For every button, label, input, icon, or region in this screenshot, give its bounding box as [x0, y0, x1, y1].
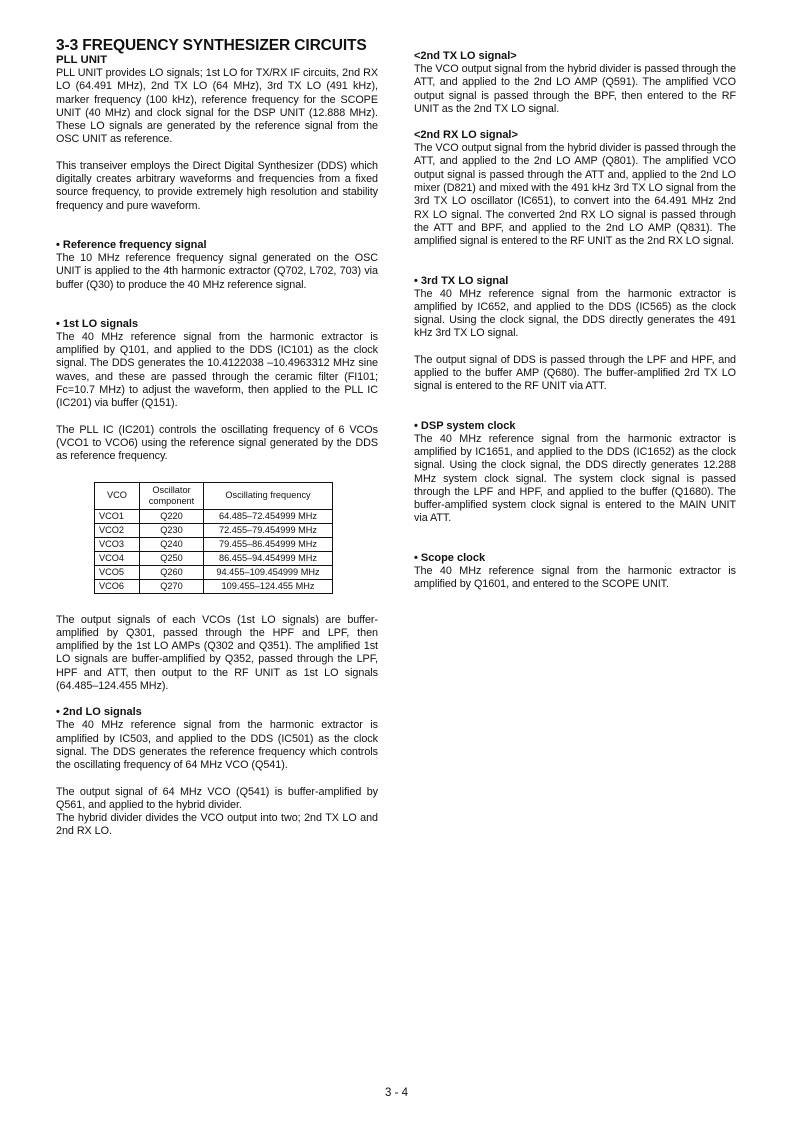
frequency-cell: 94.455–109.454999 MHz	[204, 565, 333, 579]
section-title: 3-3 FREQUENCY SYNTHESIZER CIRCUITS	[56, 37, 367, 54]
table-row	[95, 523, 333, 537]
vco-cell: VCO4	[95, 551, 140, 565]
second-tx-lo-paragraph: The VCO output signal from the hybrid divider is passed through the ATT, and applied to the 2nd LO AMP (Q591). The amplified VCO output signal is passed through the BPF, then entered to the RF UNIT as the 2nd TX LO signal.	[414, 63, 736, 115]
oscillator-cell: Q260	[140, 565, 204, 579]
vco-cell: VCO5	[95, 565, 140, 579]
table-row	[95, 537, 333, 551]
intro-paragraph: PLL UNIT provides LO signals; 1st LO for TX/RX IF circuits, 2nd RX LO (64.491 MHz), 2nd TX LO (64 MHz), 3rd TX LO (491 kHz), marker frequency (100 kHz), reference frequency for the SCOPE UNIT (40 MHz) and clock signal for the DSP UNIT (12.888 MHz). These LO signals are generated by the reference signal from the OSC UNIT as reference.	[56, 67, 378, 146]
frequency-cell: 86.455–94.454999 MHz	[204, 551, 333, 565]
unit-title: PLL UNIT	[56, 54, 108, 66]
vco-cell: VCO2	[95, 523, 140, 537]
first-lo-paragraph-1: The 40 MHz reference signal from the harmonic extractor is amplified by Q101, and applied to the DDS (IC101) as the clock signal. The DDS generates the 10.4122038 –10.4963312 MHz sine waves, and these are passed through the ceramic filter (FI101; Fc=10.7 MHz) to adjust the waveform, then applied to the PLL IC (IC201) via buffer (Q151).	[56, 330, 378, 410]
third-tx-lo-paragraph-1: The 40 MHz reference signal from the harmonic extractor is amplified by IC652, and applied to the DDS (IC565) as the clock signal. Using the clock signal, the DDS directly generates the 491 kHz 3rd TX LO signal.	[414, 287, 736, 340]
second-tx-lo-heading: <2nd TX LO signal>	[414, 50, 517, 62]
second-rx-lo-heading: <2nd RX LO signal>	[414, 129, 518, 142]
vco-table-header	[95, 482, 333, 509]
oscillator-cell: Q270	[140, 579, 204, 593]
oscillator-cell: Q240	[140, 537, 204, 551]
scope-clock-paragraph: The 40 MHz reference signal from the harmonic extractor is amplified by Q1601, and entered to the SCOPE UNIT.	[414, 564, 736, 591]
second-lo-heading: • 2nd LO signals	[56, 706, 142, 719]
reference-frequency-paragraph: The 10 MHz reference frequency signal generated on the OSC UNIT is applied to the 4th harmonic extractor (Q702, L702, 703) via buffer (Q30) to produce the 40 MHz reference signal.	[56, 251, 378, 291]
frequency-cell: 64.485–72.454999 MHz	[204, 509, 333, 523]
second-rx-lo-paragraph: The VCO output signal from the hybrid divider is passed through the ATT, and applied to the 2nd LO AMP (Q801). The amplified VCO output signal is passed through the ATT and, applied to the 2nd LO mixer (D821) and mixed with the 491 kHz 3rd TX LO signal from the 3rd TX LO oscillator (IC651), to convert into the 64.491 MHz 2nd RX LO signal. The converted 2nd RX LO signal is passed through the ATT and BPF, and applied to the 2nd LO AMP (Q831). The amplified signal is entered to the RF UNIT as the 2nd RX LO signal.	[414, 142, 736, 248]
right-column	[414, 50, 736, 591]
oscillator-cell: Q250	[140, 551, 204, 565]
first-lo-heading: • 1st LO signals	[56, 317, 139, 330]
first-lo-paragraph-2: The PLL IC (IC201) controls the oscillating frequency of 6 VCOs (VCO1 to VCO6) using the reference signal generated by the DDS as reference frequency.	[56, 423, 378, 463]
frequency-cell: 72.455–79.454999 MHz	[204, 523, 333, 537]
oscillator-cell: Q220	[140, 509, 204, 523]
second-lo-paragraph-3: The hybrid divider divides the VCO output into two; 2nd TX LO and 2nd RX LO.	[56, 812, 378, 838]
vco-cell: VCO1	[95, 509, 140, 523]
second-lo-paragraph-2: The output signal of 64 MHz VCO (Q541) is buffer-amplified by Q561, and applied to the hybrid divider.	[56, 785, 378, 811]
frequency-cell: 109.455–124.455 MHz	[204, 579, 333, 593]
table-row	[95, 509, 333, 523]
table-row	[95, 551, 333, 565]
dds-paragraph: This transeiver employs the Direct Digital Synthesizer (DDS) which digitally creates arbitrary waveforms and frequencies from a fixed source frequency, to provide extremely high resolution and stability frequency and pure waveform.	[56, 159, 378, 212]
page-number: 3 - 4	[384, 1087, 408, 1099]
first-lo-paragraph-3: The output signals of each VCOs (1st LO signals) are buffer-amplified by Q301, passed through the HPF and LPF, then amplified by the 1st LO AMPs (Q302 and Q351). The amplified 1st LO signals are buffer-amplified by Q352, passed through the LPF, HPF and ATT, then output to the RF UNIT as 1st LO signals (64.485–124.455 MHz).	[56, 613, 378, 693]
left-column	[56, 38, 378, 839]
scope-clock-heading: • Scope clock	[414, 551, 486, 564]
header-frequency: Oscillating frequency	[204, 482, 333, 509]
oscillator-cell: Q230	[140, 523, 204, 537]
header-oscillator: Oscillator component	[140, 482, 204, 509]
vco-cell: VCO3	[95, 537, 140, 551]
reference-frequency-heading: • Reference frequency signal	[56, 238, 207, 251]
vco-table	[94, 482, 333, 594]
table-row	[95, 565, 333, 579]
table-row	[95, 579, 333, 593]
vco-cell: VCO6	[95, 579, 140, 593]
dsp-clock-heading: • DSP system clock	[414, 419, 516, 432]
dsp-clock-paragraph: The 40 MHz reference signal from the harmonic extractor is amplified by IC1651, and applied to the DDS (IC1652) as the clock signal. Using the clock signal, the DDS directly generates 12.288 MHz system clock signal. The system clock signal is passed through the LPF and HPF, and applied to the buffer (Q1680). The buffer-amplified system clock signal is entered to the MAIN UNIT via ATT.	[414, 432, 736, 525]
third-tx-lo-heading: • 3rd TX LO signal	[414, 274, 509, 287]
header-vco: VCO	[95, 482, 140, 509]
frequency-cell: 79.455–86.454999 MHz	[204, 537, 333, 551]
second-lo-paragraph-1: The 40 MHz reference signal from the harmonic extractor is amplified by IC503, and applied to the DDS (IC501) as the clock signal. The DDS generates the reference frequency which controls the oscillating frequency of 64 MHz VCO (Q541).	[56, 719, 378, 772]
third-tx-lo-paragraph-2: The output signal of DDS is passed through the LPF and HPF, and applied to the buffer AMP (Q680). The buffer-amplified 2rd TX LO signal is entered to the RF UNIT via ATT.	[414, 353, 736, 393]
